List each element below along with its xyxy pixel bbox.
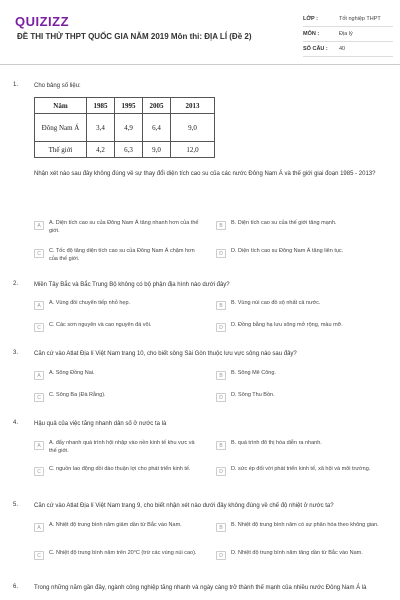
option-text: B. Sông Mê Công.: [231, 370, 276, 376]
table-cell: 9,0: [143, 142, 171, 158]
option-text: A. Nhiệt độ trung bình năm giảm dần từ Bắc vào Nam.: [49, 522, 182, 528]
question-count-value: 40: [339, 46, 346, 52]
option-text: D. Đồng bằng hạ lưu sông mở rộng, màu mỡ.: [231, 322, 343, 328]
option-letter-box: C: [34, 551, 44, 560]
option-letter-box: C: [34, 393, 44, 402]
option-text: B. Diện tích cao su của thế giới tăng mạnh.: [231, 220, 337, 226]
table-cell: 3,4: [87, 114, 115, 142]
option-text: C. Tốc độ tăng diện tích cao su của Đông Nam Á chậm hơn của thế giới.: [49, 248, 195, 262]
option-text: C. nguồn lao động dồi dào thuận lợi cho phát triển kinh tế.: [49, 466, 191, 472]
question-number: 2.: [13, 281, 19, 287]
question-number: 5.: [13, 502, 19, 508]
option-text: D. sức ép đối với phát triển kinh tế, xã hội và môi trường.: [231, 466, 371, 472]
question-count-label: SỐ CÂU :: [303, 46, 328, 52]
option-letter-box: A: [34, 441, 44, 450]
class-label: LỚP :: [303, 16, 318, 22]
option-text: A. Diện tích cao su của Đông Nam Á tăng nhanh hơn của thế giới.: [49, 220, 199, 234]
option-letter-box: A: [34, 221, 44, 230]
worksheet-header: [0, 0, 400, 62]
question-text: Cho bảng số liệu:: [34, 83, 81, 89]
table-cell: 6,3: [115, 142, 143, 158]
option-text: C. Nhiệt độ trung bình năm trên 20°C (trừ các vùng núi cao).: [49, 550, 197, 556]
option-text: D. Sông Thu Bồn.: [231, 392, 275, 398]
option-text: A. Vùng đồi chuyển tiếp nhỏ hẹp.: [49, 300, 131, 306]
table-header-cell: 2013: [171, 98, 215, 114]
option-letter-box: D: [216, 393, 226, 402]
question-number: 3.: [13, 350, 19, 356]
option-letter-box: B: [216, 371, 226, 380]
question-text: Hậu quả của việc tăng nhanh dân số ở nước ta là: [34, 421, 167, 427]
class-value: Tốt nghiệp THPT: [339, 16, 381, 22]
option-text: B. Vùng núi cao đồ sộ nhất cả nước.: [231, 300, 321, 306]
option-letter-box: C: [34, 467, 44, 476]
subject-value: Địa lý: [339, 31, 353, 37]
option-text: C. Sông Ba (Đà Rằng).: [49, 392, 106, 398]
option-letter-box: D: [216, 551, 226, 560]
option-text: C. Các sơn nguyên và cao nguyên đá vôi.: [49, 322, 152, 328]
question-text: Trong những năm gần đây, ngành công nghiệp tăng nhanh và ngày càng trở thành thế mạnh của nhiều nước Đông Nam Á là: [34, 585, 367, 591]
question-number: 4.: [13, 420, 19, 426]
class-field: [303, 16, 393, 30]
option-letter-box: D: [216, 323, 226, 332]
option-letter-box: B: [216, 523, 226, 532]
option-letter-box: A: [34, 523, 44, 532]
table-cell: 4,2: [87, 142, 115, 158]
option-text: A. đẩy nhanh quá trình hội nhập vào nền kinh tế khu vực và thế giới.: [49, 440, 195, 454]
quizizz-logo: QUIZIZZ: [15, 14, 70, 29]
question-text: Căn cứ vào Atlat Địa lí Việt Nam trang 9, cho biết nhận xét nào dưới đây không đúng về chế độ nhiệt ở nước ta?: [34, 503, 334, 509]
option-text: D. Diện tích cao su Đông Nam Á tăng liên tục.: [231, 248, 344, 254]
question-text: Căn cứ vào Atlat Địa lí Việt Nam trang 10, cho biết sông Sài Gòn thuộc lưu vực sông nào sau đây?: [34, 351, 297, 357]
option-letter-box: C: [34, 249, 44, 258]
table-header-cell: 2005: [143, 98, 171, 114]
header-divider: [0, 64, 400, 65]
option-letter-box: A: [34, 301, 44, 310]
option-text: B. Nhiệt độ trung bình năm có sự phân hóa theo không gian.: [231, 522, 379, 528]
exam-title: ĐỀ THI THỬ THPT QUỐC GIA NĂM 2019 Môn thi: ĐỊA LÍ (Đề 2): [17, 32, 252, 41]
option-text: D. Nhiệt độ trung bình năm tăng dần từ Bắc vào Nam.: [231, 550, 363, 556]
subject-label: MÔN :: [303, 31, 320, 37]
question-number: 6.: [13, 584, 19, 590]
table-cell: 9,0: [171, 114, 215, 142]
option-letter-box: B: [216, 301, 226, 310]
question-text: Nhận xét nào sau đây không đúng về sự thay đổi diện tích cao su của các nước Đông Nam Á và thế giới giai đoạn 1985 - 2013?: [34, 171, 376, 177]
option-letter-box: C: [34, 323, 44, 332]
option-letter-box: A: [34, 371, 44, 380]
option-text: B. quá trình đô thị hóa diễn ra nhanh.: [231, 440, 322, 446]
option-letter-box: D: [216, 467, 226, 476]
table-row-label: Thế giới: [35, 142, 87, 158]
option-text: A. Sông Đồng Nai.: [49, 370, 95, 376]
table-cell: 12,0: [171, 142, 215, 158]
question-number: 1.: [13, 82, 19, 88]
option-letter-box: B: [216, 441, 226, 450]
option-letter-box: B: [216, 221, 226, 230]
table-cell: 6,4: [143, 114, 171, 142]
subject-field: [303, 31, 393, 45]
table-row-label: Đông Nam Á: [35, 114, 87, 142]
table-cell: 4,9: [115, 114, 143, 142]
table-header-cell: 1985: [87, 98, 115, 114]
question-text: Miền Tây Bắc và Bắc Trung Bộ không có bộ phận địa hình nào dưới đây?: [34, 282, 230, 288]
question-count-field: [303, 46, 393, 60]
option-letter-box: D: [216, 249, 226, 258]
data-table: [34, 97, 215, 158]
table-header-cell: Năm: [35, 98, 87, 114]
table-header-cell: 1995: [115, 98, 143, 114]
